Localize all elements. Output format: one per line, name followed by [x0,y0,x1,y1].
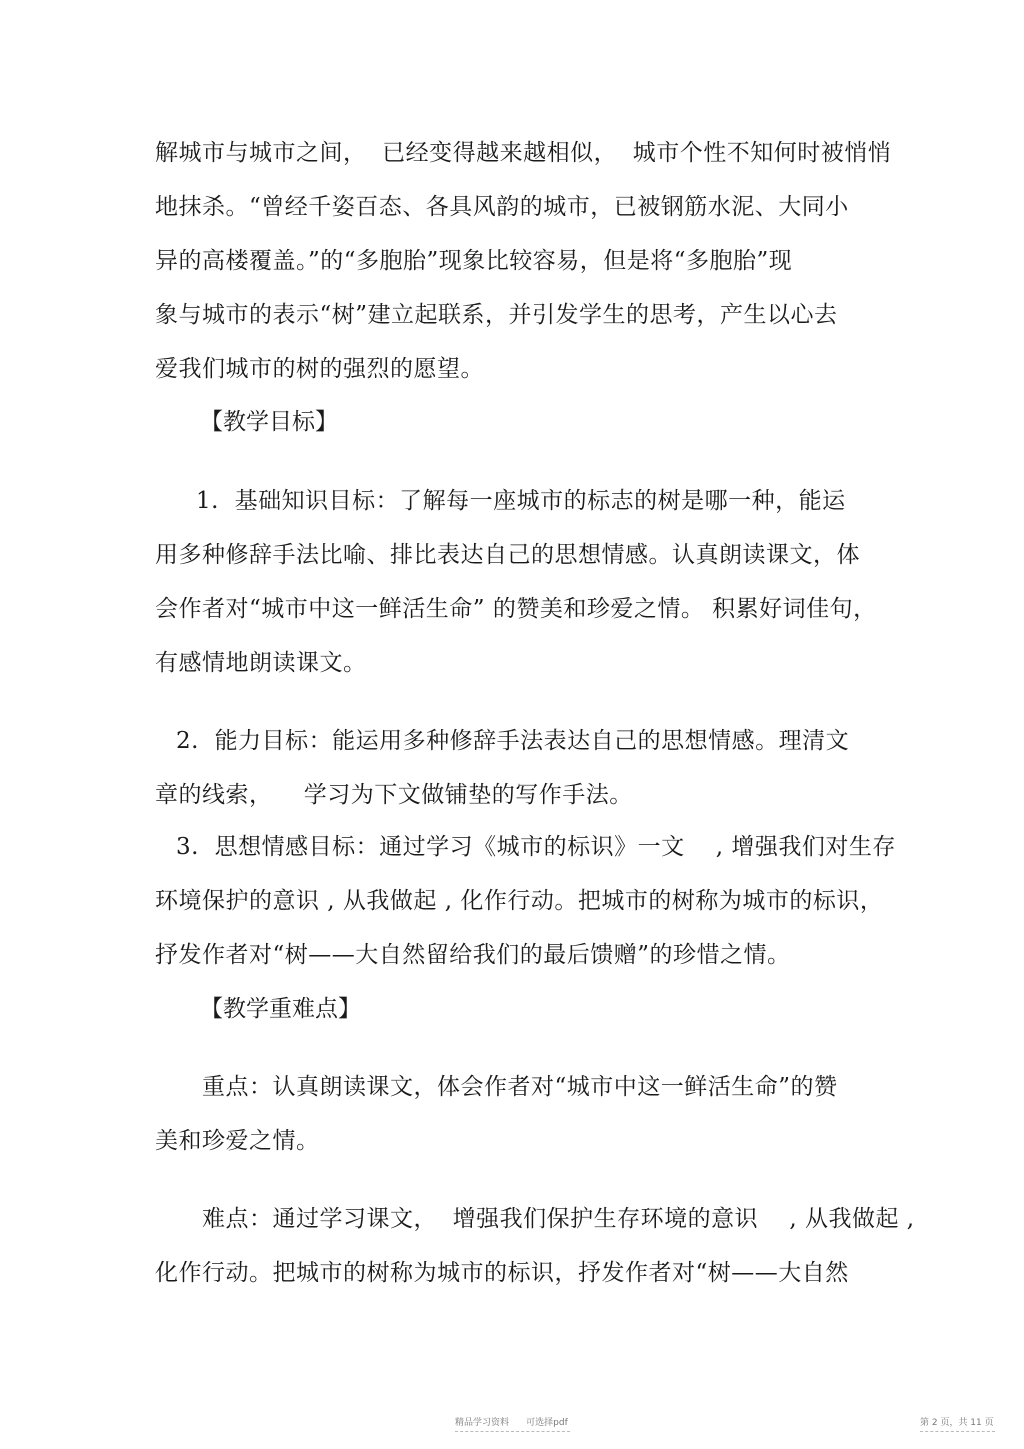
intro-line-2: 地抹杀。“曾经千姿百态、各具风韵的城市，已被钢筋水泥、大同小 [155,194,849,220]
goal-2-line-1: 2. 能力目标：能运用多种修辞手法表达自己的思想情感。理清文 [176,728,850,754]
goal-1-line-2: 用多种修辞手法比喻、排比表达自己的思想情感。认真朗读课文，体 [155,542,860,568]
goal-1-line-3: 会作者对“城市中这一鲜活生命” 的赞美和珍爱之情。 积累好词佳句， [155,596,877,622]
goal-1-line-4: 有感情地朗读课文。 [155,650,367,676]
goal-1-line-1: 1. 基础知识目标：了解每一座城市的标志的树是哪一种，能运 [196,488,846,514]
footer-watermark: 精品学习资料 可选择pdf [455,1418,568,1428]
key-point-line-2: 美和珍爱之情。 [155,1128,320,1154]
section-heading-goals: 【教学目标】 [200,409,338,435]
intro-line-4: 象与城市的表示“树”建立起联系，并引发学生的思考，产生以心去 [155,302,838,328]
goal-2-line-2: 章的线索， 学习为下文做铺垫的写作手法。 [155,782,633,808]
footer-left-divider [455,1431,570,1432]
hard-point-line-1: 难点：通过学习课文， 增强我们保护生存环境的意识 , 从我做起 , [202,1206,915,1232]
hard-point-line-2: 化作行动。把城市的树称为城市的标识，抒发作者对“树——大自然 [155,1260,849,1286]
intro-line-5: 爱我们城市的树的强烈的愿望。 [155,356,484,382]
footer-right-divider [920,1431,995,1432]
section-heading-difficulties: 【教学重难点】 [200,996,361,1022]
goal-3-line-3: 抒发作者对“树——大自然留给我们的最后馈赠”的珍惜之情。 [155,942,791,968]
key-point-line-1: 重点：认真朗读课文，体会作者对“城市中这一鲜活生命”的赞 [202,1074,838,1100]
intro-line-3: 异的高楼覆盖。”的“多胞胎”现象比较容易，但是将“多胞胎”现 [155,248,793,274]
goal-3-line-1: 3. 思想情感目标：通过学习《城市的标识》一文 , 增强我们对生存 [176,834,896,860]
footer-page-number: 第 2 页，共 11 页 [920,1418,994,1428]
goal-3-line-2: 环境保护的意识 , 从我做起 , 化作行动。把城市的树称为城市的标识， [155,888,884,914]
intro-line-1: 解城市与城市之间， 已经变得越来越相似， 城市个性不知何时被悄悄 [155,140,892,166]
